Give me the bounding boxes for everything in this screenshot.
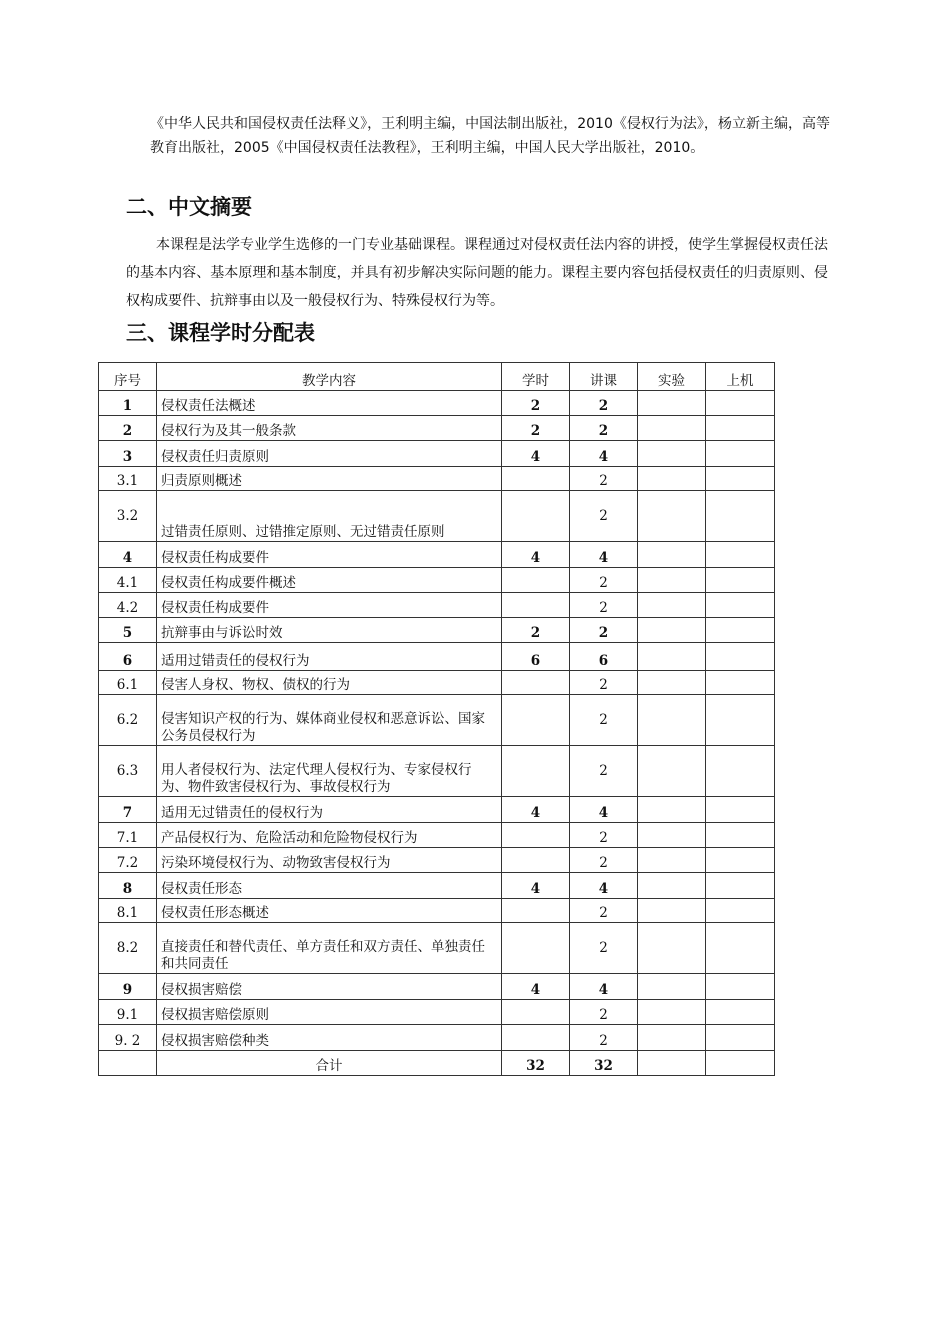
row-lecture-cell: 2	[570, 1000, 638, 1025]
table-row	[99, 746, 775, 797]
row-hours-cell	[502, 1000, 570, 1025]
row-number-cell: 9. 2	[99, 1025, 157, 1051]
table-row	[99, 441, 775, 467]
row-lab-cell	[638, 695, 706, 746]
row-hours-cell	[502, 1025, 570, 1051]
row-lecture-cell: 2	[570, 923, 638, 974]
row-hours-cell	[502, 593, 570, 618]
row-content-cell: 污染环境侵权行为、动物致害侵权行为	[157, 848, 502, 873]
row-content-cell: 侵权责任归责原则	[157, 441, 502, 467]
row-number-cell: 8	[99, 873, 157, 899]
row-number-cell: 2	[99, 416, 157, 441]
row-hours-cell: 6	[502, 643, 570, 671]
table-row	[99, 873, 775, 899]
table-row	[99, 467, 775, 491]
row-number-cell: 8.1	[99, 899, 157, 923]
row-lecture-cell: 4	[570, 797, 638, 823]
row-lecture-cell: 2	[570, 593, 638, 618]
row-number-cell: 7.2	[99, 848, 157, 873]
row-number-cell: 1	[99, 391, 157, 416]
row-lecture-cell: 4	[570, 873, 638, 899]
row-number-cell: 4	[99, 542, 157, 568]
row-lecture-cell: 2	[570, 899, 638, 923]
row-hours-cell	[502, 671, 570, 695]
row-hours-cell	[502, 899, 570, 923]
row-computer-cell	[706, 391, 775, 416]
row-number-cell: 6.2	[99, 695, 157, 746]
row-number-cell: 3.2	[99, 491, 157, 542]
table-row	[99, 491, 775, 542]
row-lecture-cell: 6	[570, 643, 638, 671]
row-computer-cell	[706, 467, 775, 491]
table-row	[99, 899, 775, 923]
section-abstract-heading: 二、中文摘要	[126, 195, 252, 219]
row-lecture-cell: 4	[570, 542, 638, 568]
row-computer-cell	[706, 416, 775, 441]
row-number-cell: 7.1	[99, 823, 157, 848]
row-computer-cell	[706, 823, 775, 848]
row-computer-cell	[706, 848, 775, 873]
row-lab-cell	[638, 899, 706, 923]
course-hours-table	[98, 362, 775, 1076]
row-lecture-cell: 2	[570, 467, 638, 491]
row-lab-cell	[638, 848, 706, 873]
row-lab-cell	[638, 746, 706, 797]
row-computer-cell	[706, 671, 775, 695]
row-lab-cell	[638, 568, 706, 593]
row-content-cell: 侵权损害赔偿	[157, 974, 502, 1000]
table-row	[99, 542, 775, 568]
table-row	[99, 695, 775, 746]
table-total-row	[99, 1051, 775, 1076]
row-lab-cell	[638, 1000, 706, 1025]
table-row	[99, 1025, 775, 1051]
row-lecture-cell: 2	[570, 671, 638, 695]
table-row	[99, 823, 775, 848]
row-hours-cell	[502, 695, 570, 746]
row-hours-cell: 4	[502, 797, 570, 823]
row-hours-cell: 4	[502, 441, 570, 467]
row-content-cell: 适用无过错责任的侵权行为	[157, 797, 502, 823]
row-content-cell: 侵权责任构成要件	[157, 542, 502, 568]
row-hours-cell: 2	[502, 618, 570, 643]
table-row	[99, 643, 775, 671]
row-content-cell: 用人者侵权行为、法定代理人侵权行为、专家侵权行为、物件致害侵权行为、事故侵权行为	[157, 746, 502, 797]
row-lab-cell	[638, 671, 706, 695]
row-number-cell: 6	[99, 643, 157, 671]
row-content-cell: 侵权责任形态	[157, 873, 502, 899]
header-cell: 学时	[502, 363, 570, 391]
row-content-cell: 侵害人身权、物权、债权的行为	[157, 671, 502, 695]
row-number-cell: 3	[99, 441, 157, 467]
row-hours-cell	[502, 923, 570, 974]
row-computer-cell	[706, 643, 775, 671]
row-number-cell: 9.1	[99, 1000, 157, 1025]
total-label-cell: 合计	[157, 1051, 502, 1076]
row-content-cell: 过错责任原则、过错推定原则、无过错责任原则	[157, 491, 502, 542]
table-row	[99, 797, 775, 823]
row-lecture-cell: 2	[570, 416, 638, 441]
row-lab-cell	[638, 643, 706, 671]
table-row	[99, 923, 775, 974]
row-number-cell: 5	[99, 618, 157, 643]
header-cell: 序号	[99, 363, 157, 391]
table-row	[99, 848, 775, 873]
row-hours-cell	[502, 491, 570, 542]
abstract-paragraph: 本课程是法学专业学生选修的一门专业基础课程。课程通过对侵权责任法内容的讲授，使学生掌握侵权责任法的基本内容、基本原理和基本制度，并具有初步解决实际问题的能力。课程主要内容包括侵权责任的归责原则、侵权构成要件、抗辩事由以及一般侵权行为、特殊侵权行为等。	[126, 237, 828, 309]
row-hours-cell: 2	[502, 391, 570, 416]
row-content-cell: 归责原则概述	[157, 467, 502, 491]
header-cell: 实验	[638, 363, 706, 391]
row-hours-cell	[502, 746, 570, 797]
row-number-cell: 4.1	[99, 568, 157, 593]
row-hours-cell: 2	[502, 416, 570, 441]
row-content-cell: 侵权责任构成要件概述	[157, 568, 502, 593]
row-computer-cell	[706, 797, 775, 823]
row-lab-cell	[638, 974, 706, 1000]
row-lab-cell	[638, 467, 706, 491]
row-computer-cell	[706, 873, 775, 899]
row-lecture-cell: 2	[570, 746, 638, 797]
header-cell: 讲课	[570, 363, 638, 391]
row-number-cell: 4.2	[99, 593, 157, 618]
row-number-cell: 7	[99, 797, 157, 823]
table-row	[99, 416, 775, 441]
row-lab-cell	[638, 923, 706, 974]
row-lab-cell	[638, 441, 706, 467]
row-lecture-cell: 2	[570, 823, 638, 848]
table-row	[99, 618, 775, 643]
row-computer-cell	[706, 491, 775, 542]
row-number-cell: 6.1	[99, 671, 157, 695]
row-hours-cell	[502, 467, 570, 491]
table-header-row	[99, 363, 775, 391]
row-lecture-cell: 4	[570, 974, 638, 1000]
row-computer-cell	[706, 695, 775, 746]
row-computer-cell	[706, 1025, 775, 1051]
row-lab-cell	[638, 873, 706, 899]
row-lab-cell	[638, 1025, 706, 1051]
references-paragraph: 《中华人民共和国侵权责任法释义》，王利明主编，中国法制出版社，2010《侵权行为法》，杨立新主编，高等教育出版社，2005《中国侵权责任法教程》，王利明主编，中国人民大学出版社，2010。	[150, 116, 830, 156]
row-computer-cell	[706, 923, 775, 974]
row-number-cell: 3.1	[99, 467, 157, 491]
row-hours-cell	[502, 848, 570, 873]
row-lecture-cell: 2	[570, 568, 638, 593]
row-content-cell: 侵权责任法概述	[157, 391, 502, 416]
row-lecture-cell: 2	[570, 491, 638, 542]
row-computer-cell	[706, 593, 775, 618]
row-lab-cell	[638, 823, 706, 848]
row-computer-cell	[706, 974, 775, 1000]
row-number-cell: 6.3	[99, 746, 157, 797]
row-lecture-cell: 2	[570, 695, 638, 746]
header-cell: 教学内容	[157, 363, 502, 391]
row-computer-cell	[706, 618, 775, 643]
total-lecture-cell: 32	[570, 1051, 638, 1076]
row-number-cell: 8.2	[99, 923, 157, 974]
row-hours-cell: 4	[502, 873, 570, 899]
row-lecture-cell: 2	[570, 618, 638, 643]
row-content-cell: 侵权损害赔偿种类	[157, 1025, 502, 1051]
row-lab-cell	[638, 391, 706, 416]
table-row	[99, 593, 775, 618]
row-content-cell: 产品侵权行为、危险活动和危险物侵权行为	[157, 823, 502, 848]
row-content-cell: 侵权责任形态概述	[157, 899, 502, 923]
row-lecture-cell: 2	[570, 848, 638, 873]
row-hours-cell: 4	[502, 542, 570, 568]
row-lecture-cell: 2	[570, 391, 638, 416]
total-computer-cell	[706, 1051, 775, 1076]
row-lecture-cell: 2	[570, 1025, 638, 1051]
header-cell: 上机	[706, 363, 775, 391]
total-hours-cell: 32	[502, 1051, 570, 1076]
row-content-cell: 侵权责任构成要件	[157, 593, 502, 618]
row-hours-cell	[502, 568, 570, 593]
row-lecture-cell: 4	[570, 441, 638, 467]
row-lab-cell	[638, 593, 706, 618]
row-content-cell: 适用过错责任的侵权行为	[157, 643, 502, 671]
row-computer-cell	[706, 899, 775, 923]
table-row	[99, 974, 775, 1000]
total-number-cell	[99, 1051, 157, 1076]
table-row	[99, 1000, 775, 1025]
total-lab-cell	[638, 1051, 706, 1076]
row-computer-cell	[706, 568, 775, 593]
row-lab-cell	[638, 797, 706, 823]
row-lab-cell	[638, 491, 706, 542]
section-hours-heading: 三、课程学时分配表	[126, 321, 315, 345]
table-row	[99, 671, 775, 695]
row-computer-cell	[706, 746, 775, 797]
row-content-cell: 抗辩事由与诉讼时效	[157, 618, 502, 643]
row-content-cell: 侵害知识产权的行为、媒体商业侵权和恶意诉讼、国家公务员侵权行为	[157, 695, 502, 746]
row-computer-cell	[706, 441, 775, 467]
row-hours-cell: 4	[502, 974, 570, 1000]
row-content-cell: 侵权行为及其一般条款	[157, 416, 502, 441]
table-row	[99, 568, 775, 593]
table-row	[99, 391, 775, 416]
row-computer-cell	[706, 1000, 775, 1025]
row-lab-cell	[638, 416, 706, 441]
row-lab-cell	[638, 618, 706, 643]
row-computer-cell	[706, 542, 775, 568]
row-content-cell: 直接责任和替代责任、单方责任和双方责任、单独责任和共同责任	[157, 923, 502, 974]
row-lab-cell	[638, 542, 706, 568]
row-content-cell: 侵权损害赔偿原则	[157, 1000, 502, 1025]
row-hours-cell	[502, 823, 570, 848]
row-number-cell: 9	[99, 974, 157, 1000]
